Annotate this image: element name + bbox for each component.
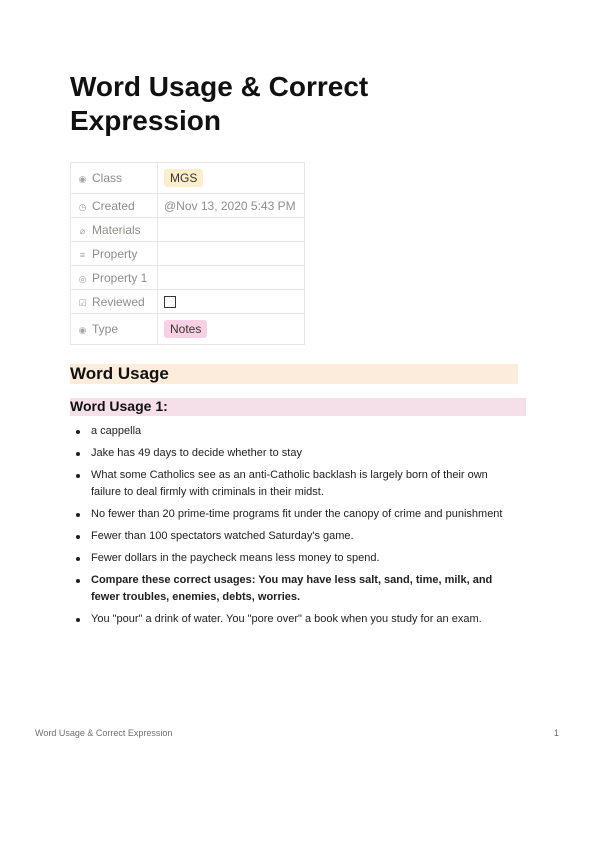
- property-value-cell: [158, 290, 305, 314]
- property-row-reviewed: [71, 290, 305, 314]
- bullet-icon: [76, 579, 80, 583]
- list-item-text: Compare these correct usages: You may have less salt, sand, time, milk, and fewer troubles, enemies, debts, worries.: [91, 574, 493, 603]
- reviewed-checkbox[interactable]: [164, 296, 176, 308]
- bullet-icon: [76, 430, 80, 434]
- list-item: [70, 445, 520, 462]
- page-title: Word Usage & Correct Expression: [70, 71, 369, 136]
- checkbox-icon: ☑: [78, 297, 87, 308]
- property-key: Property 1: [92, 270, 148, 285]
- property-key: Type: [92, 322, 119, 336]
- list-item: [70, 572, 520, 606]
- property-value-cell[interactable]: [158, 163, 305, 194]
- property-key: Reviewed: [92, 294, 145, 309]
- property-key: Materials: [92, 222, 141, 237]
- list-item: [70, 528, 520, 545]
- bullet-icon: [76, 474, 80, 478]
- list-item: [70, 423, 520, 440]
- section-subheading: [70, 398, 526, 416]
- created-date-value: @Nov 13, 2020 5:43 PM: [158, 194, 305, 218]
- property-row-materials: [71, 218, 305, 242]
- section-heading: [70, 364, 518, 384]
- list-item-text: You "pour" a drink of water. You "pore over" a book when you study for an exam.: [91, 613, 482, 625]
- bullet-list: [70, 423, 520, 633]
- list-item-text: a cappella: [91, 425, 142, 437]
- clock-icon: ◷: [78, 201, 87, 212]
- property-row-property: [71, 242, 305, 266]
- property-row-created: [71, 194, 305, 218]
- link-icon: ◎: [78, 273, 87, 284]
- property-key: Property: [92, 246, 138, 261]
- property-row-property-1: [71, 266, 305, 290]
- list-item: [70, 550, 520, 567]
- property-1-value[interactable]: [158, 266, 305, 290]
- class-tag[interactable]: MGS: [164, 169, 203, 187]
- paperclip-icon: ⌀: [79, 225, 86, 236]
- type-tag[interactable]: Notes: [164, 320, 207, 338]
- property-key-cell: [71, 242, 158, 266]
- list-item-text: Jake has 49 days to decide whether to stay: [91, 447, 302, 459]
- list-item-text: Fewer dollars in the paycheck means less money to spend.: [91, 552, 380, 564]
- list-item: [70, 506, 520, 523]
- materials-value[interactable]: [158, 218, 305, 242]
- property-key-cell: [71, 163, 158, 194]
- bullet-icon: [76, 452, 80, 456]
- circle-dot-icon: ◉: [78, 325, 87, 335]
- properties-table: [70, 162, 305, 345]
- bullet-icon: [76, 557, 80, 561]
- list-item: [70, 611, 520, 628]
- list-item: [70, 467, 520, 501]
- section-heading-text: Word Usage: [70, 364, 169, 383]
- circle-dot-icon: ◉: [78, 174, 87, 184]
- property-key: Class: [92, 171, 123, 185]
- footer-title: Word Usage & Correct Expression: [35, 728, 173, 738]
- property-key-cell: [71, 266, 158, 290]
- property-key-cell: [71, 194, 158, 218]
- page-number: 1: [554, 728, 560, 738]
- property-key-cell: [71, 290, 158, 314]
- property-row-type: [71, 314, 305, 345]
- section-subheading-text: Word Usage 1:: [70, 398, 168, 414]
- property-value[interactable]: [158, 242, 305, 266]
- property-key-cell: [71, 218, 158, 242]
- property-value-cell[interactable]: [158, 314, 305, 345]
- property-row-class: [71, 163, 305, 194]
- list-item-text: No fewer than 20 prime-time programs fit under the canopy of crime and punishment: [91, 508, 503, 520]
- bullet-icon: [76, 513, 80, 517]
- property-key: Created: [92, 198, 135, 213]
- list-item-text: Fewer than 100 spectators watched Saturday's game.: [91, 530, 354, 542]
- list-item-text: What some Catholics see as an anti-Catholic backlash is largely born of their own failure to deal firmly with criminals in their midst.: [91, 469, 488, 498]
- bullet-icon: [76, 535, 80, 539]
- text-lines-icon: ≡: [79, 249, 86, 260]
- bullet-icon: [76, 618, 80, 622]
- property-key-cell: [71, 314, 158, 345]
